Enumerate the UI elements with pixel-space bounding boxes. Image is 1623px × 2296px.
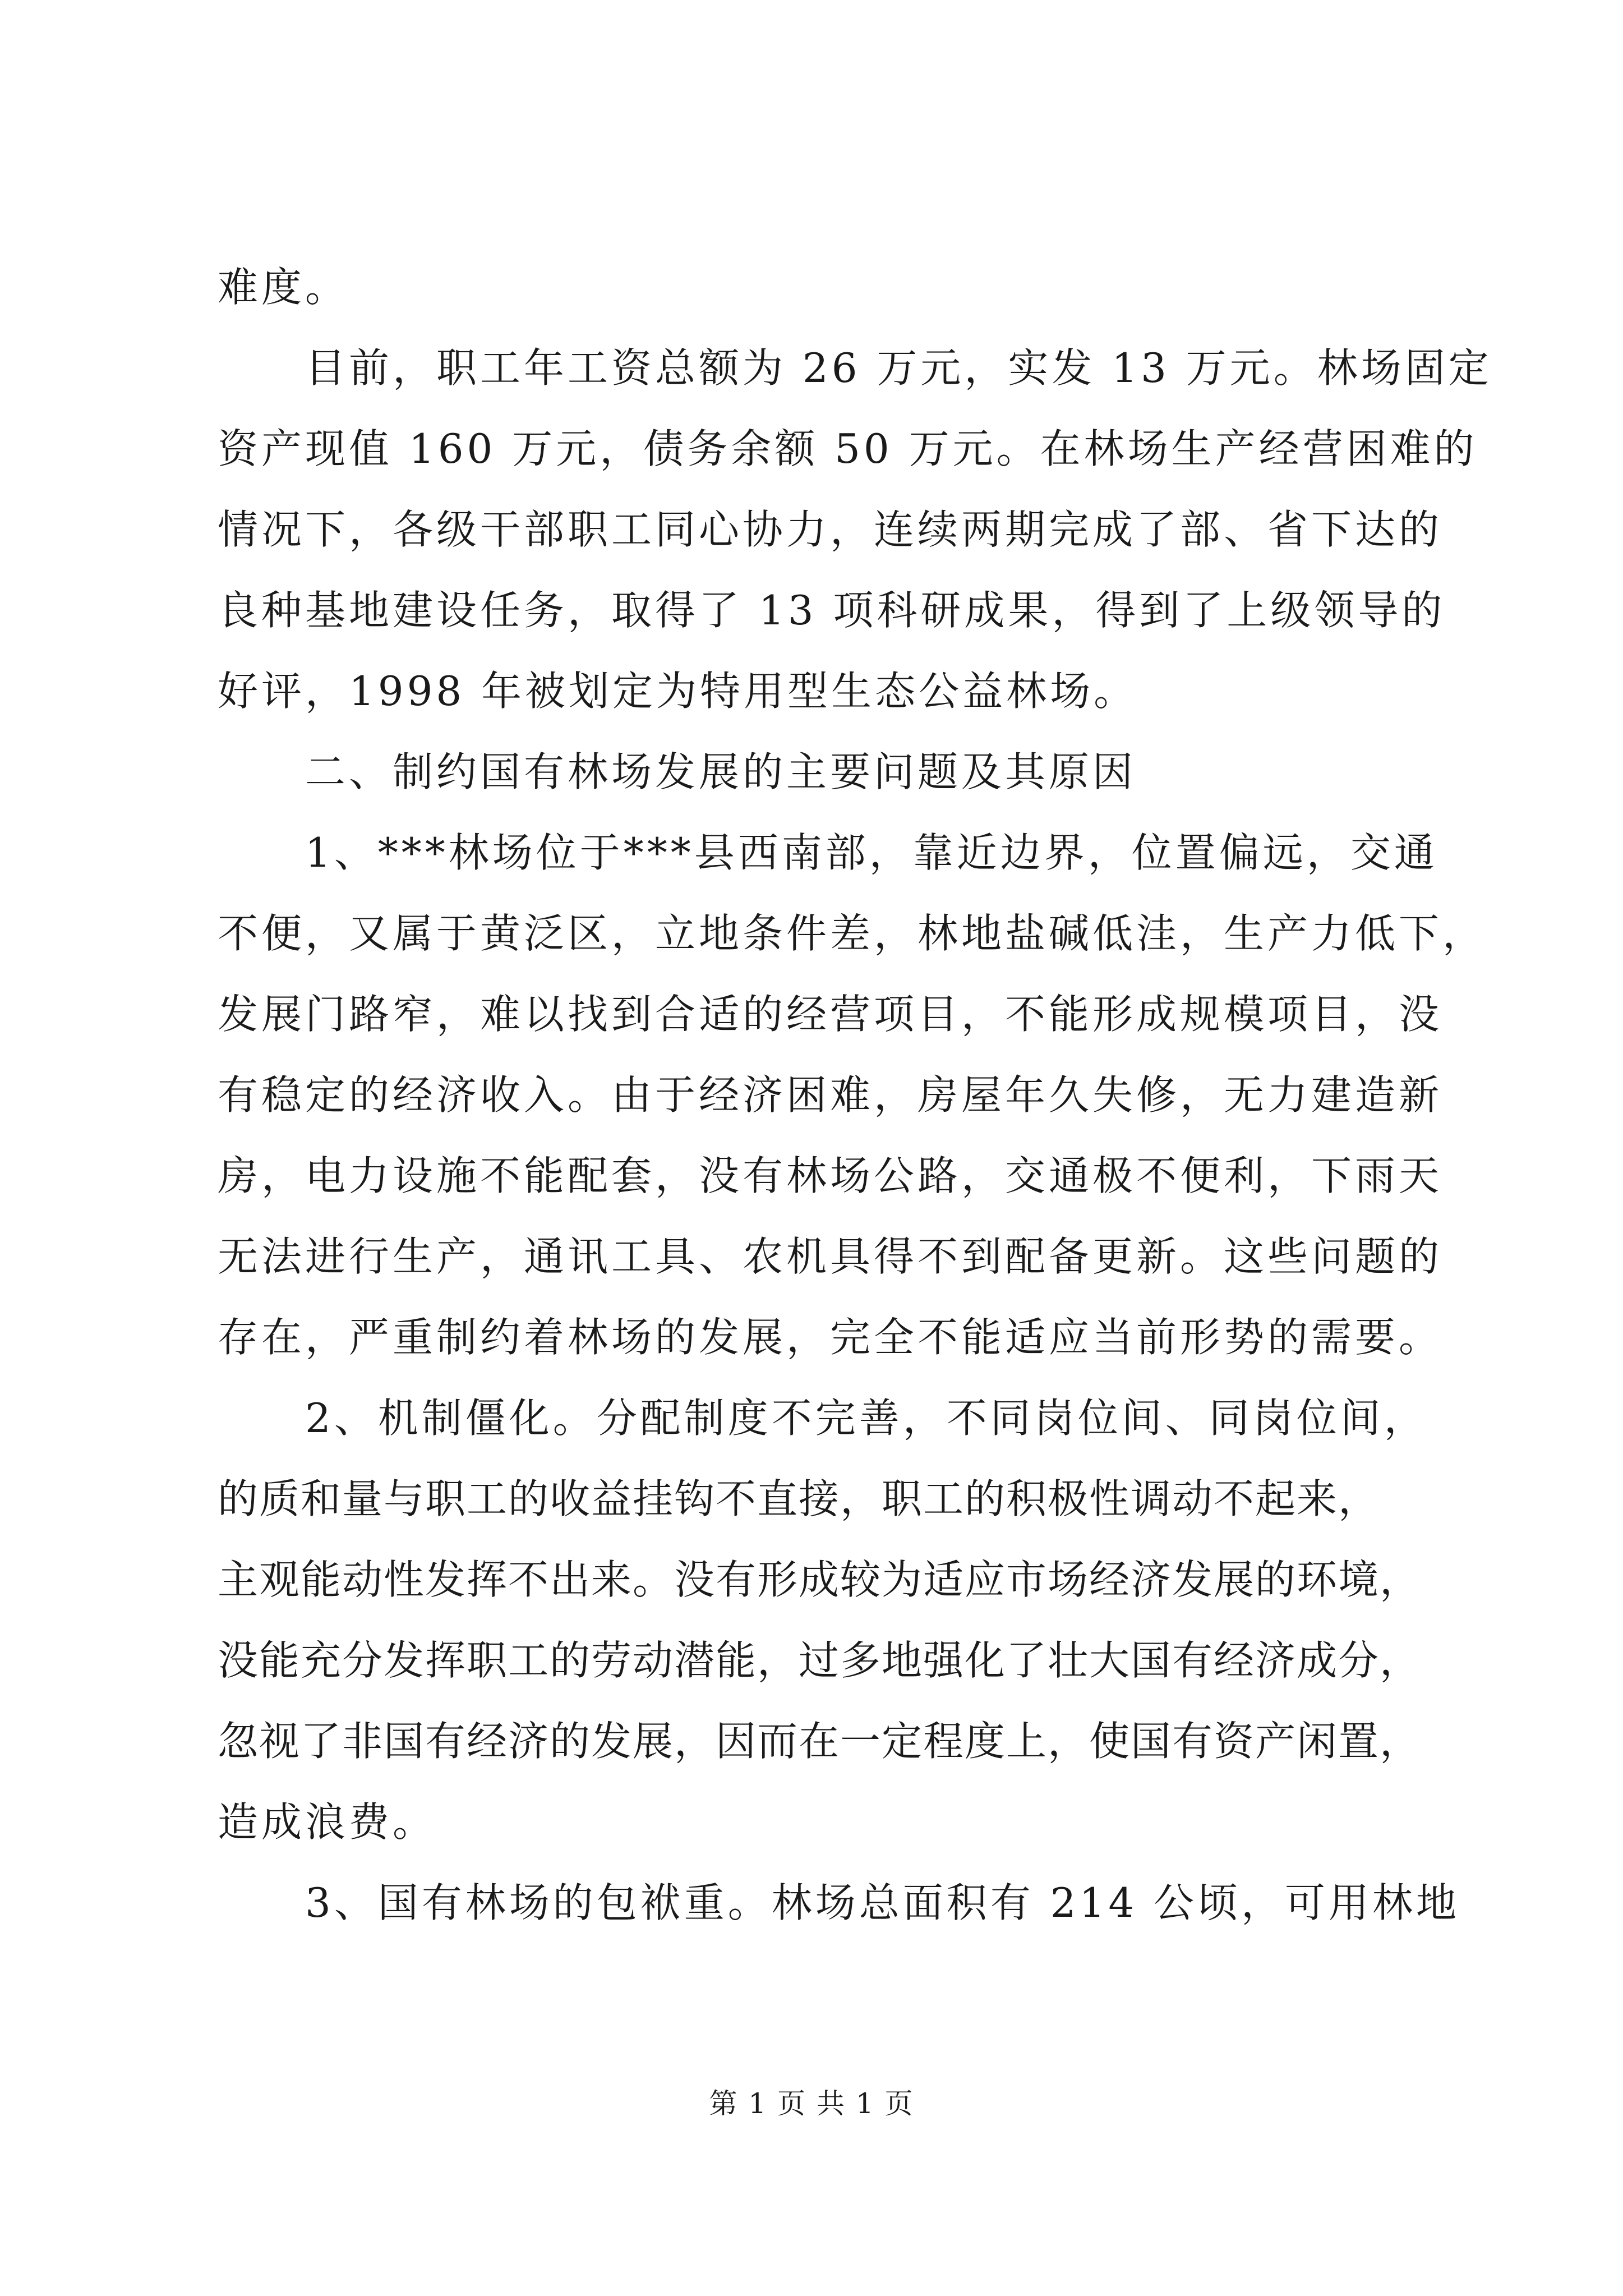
text-line: 不便，又属于黄泛区，立地条件差，林地盐碱低洼，生产力低下， xyxy=(218,910,1487,957)
paragraph-start: 1、***林场位于***县西南部，靠近边界，位置偏远，交通 xyxy=(305,829,1438,876)
text-line: 没能充分发挥职工的劳动潜能，过多地强化了壮大国有经济成分， xyxy=(218,1637,1422,1684)
text-line: 忽视了非国有经济的发展，因而在一定程度上，使国有资产闲置， xyxy=(218,1718,1422,1765)
text-line: 的质和量与职工的收益挂钩不直接，职工的积极性调动不起来， xyxy=(218,1475,1380,1522)
text-line: 发展门路窄，难以找到合适的经营项目，不能形成规模项目，没 xyxy=(218,991,1443,1038)
paragraph-start: 3、国有林场的包袱重。林场总面积有 214 公顷，可用林地 xyxy=(305,1879,1460,1926)
text-line: 有稳定的经济收入。由于经济困难，房屋年久失修，无力建造新 xyxy=(218,1071,1443,1119)
text-line: 好评，1998 年被划定为特用型生态公益林场。 xyxy=(218,668,1138,715)
text-line: 存在，严重制约着林场的发展，完全不能适应当前形势的需要。 xyxy=(218,1314,1443,1361)
document-body xyxy=(218,247,1492,1943)
text-line: 资产现值 160 万元，债务余额 50 万元。在林场生产经营困难的 xyxy=(218,425,1478,472)
page-footer: 第 1 页 共 1 页 xyxy=(709,2087,914,2120)
paragraph-start: 目前，职工年工资总额为 26 万元，实发 13 万元。林场固定 xyxy=(305,344,1492,392)
paragraph-start: 2、机制僵化。分配制度不完善，不同岗位间、同岗位间， xyxy=(305,1395,1428,1442)
text-line: 房，电力设施不能配套，没有林场公路，交通极不便利，下雨天 xyxy=(218,1152,1443,1199)
text-line: 难度。 xyxy=(218,264,349,311)
section-heading: 二、制约国有林场发展的主要问题及其原因 xyxy=(305,748,1137,795)
text-line: 良种基地建设任务，取得了 13 项科研成果，得到了上级领导的 xyxy=(218,587,1446,634)
text-line: 主观能动性发挥不出来。没有形成较为适应市场经济发展的环境， xyxy=(218,1556,1422,1603)
text-line: 造成浪费。 xyxy=(218,1798,437,1846)
text-line: 无法进行生产，通讯工具、农机具得不到配备更新。这些问题的 xyxy=(218,1233,1443,1280)
text-line: 情况下，各级干部职工同心协力，连续两期完成了部、省下达的 xyxy=(218,506,1443,553)
